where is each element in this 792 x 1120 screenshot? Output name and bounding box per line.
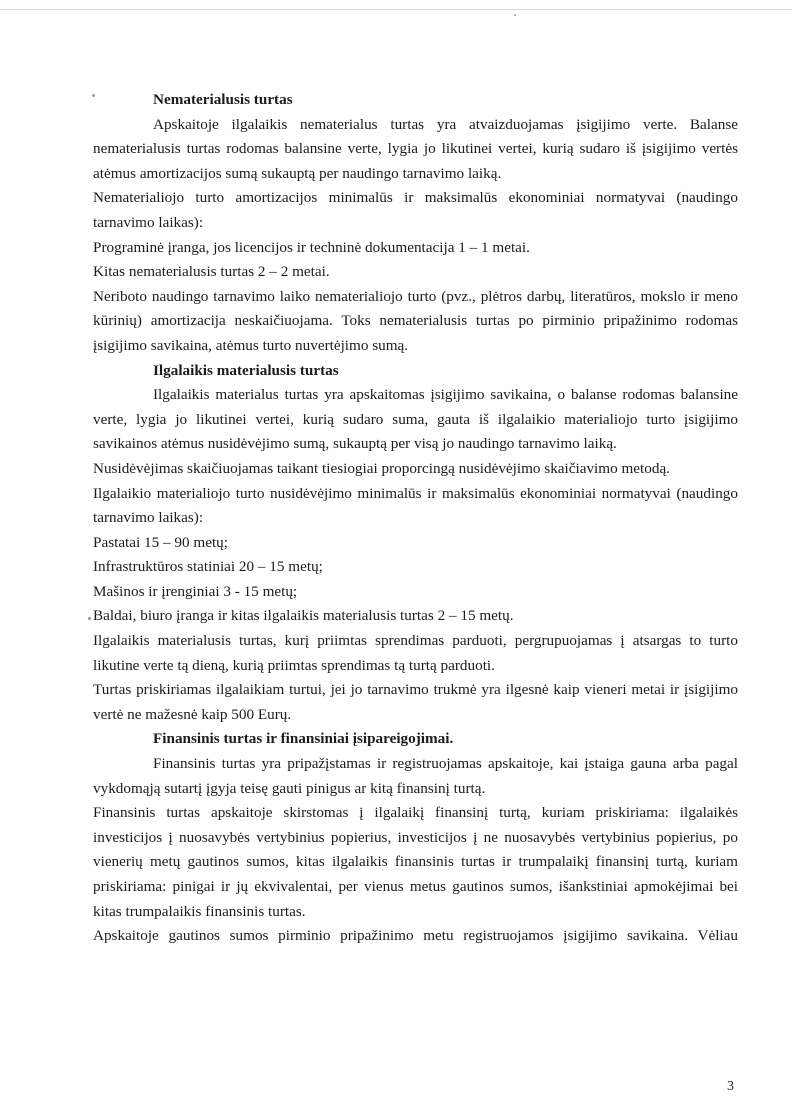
section-heading-intangible-assets: Nematerialusis turtas	[153, 91, 293, 108]
section-heading-tangible-assets: Ilgalaikis materialusis turtas	[153, 361, 339, 379]
paragraph: Ilgalaikis materialus turtas yra apskaitomas įsigijimo savikaina, o balanse rodomas balansine verte, lygia jo likutinei vertei, kurią sudaro suma, gauta iš ilgalaikio materialiojo turto įsigijimo savikainos atėmus nusidėvėjimo sumą, sukauptą per visą jo naudingo tarnavimo laiką.	[93, 386, 738, 453]
paragraph: Apskaitoje ilgalaikis nematerialus turtas yra atvaizduojamas įsigijimo verte. Balanse nematerialusis turtas rodomas balansine verte, lygia jo likutinei vertei, kurią sudaro iš įsigijimo vertės atėmus amortizacijos sumą sukauptą per naudingo tarnavimo laiką.	[93, 115, 738, 182]
paragraph: Baldai, biuro įranga ir kitas ilgalaikis materialusis turtas 2 – 15 metų.	[93, 607, 514, 625]
page-number: 3	[727, 1079, 734, 1094]
scan-speck	[514, 14, 516, 16]
scan-edge-line	[0, 9, 792, 10]
paragraph: Programinė įranga, jos licencijos ir techninė dokumentacija 1 – 1 metai.	[93, 238, 530, 256]
section-heading-financial-assets: Finansinis turtas ir finansiniai įsipareigojimai.	[153, 730, 454, 748]
paragraph: Infrastruktūros statiniai 20 – 15 metų;	[93, 558, 323, 576]
paragraph: Finansinis turtas apskaitoje skirstomas į ilgalaikį finansinį turtą, kuriam priskiriama: ilgalaikės investicijos į nuosavybės vertybinius popierius, investicijos į ne nuosavybės vertybinius popierius, po vienerių metų gautinos sumos, kitas ilgalaikis finansinis turtas ir trumpalaikį finansinį turtą, kuriam priskiriama: pinigai ir jų ekvivalentai, per vienus metus gautinos sumos, išankstiniai apmokėjimai bei kitas trumpalaikis finansinis turtas.	[93, 804, 738, 920]
paragraph: Ilgalaikis materialusis turtas, kurį priimtas sprendimas parduoti, pergrupuojamas į atsargas to turto likutine verte tą dieną, kurią priimtas sprendimas tą turtą parduoti.	[93, 632, 738, 674]
paragraph: Apskaitoje gautinos sumos pirminio pripažinimo metu registruojamos įsigijimo savikaina. Vėliau	[93, 927, 738, 945]
paragraph: Nusidėvėjimas skaičiuojamas taikant tiesiogiai proporcingą nusidėvėjimo skaičiavimo metodą.	[93, 459, 670, 477]
paragraph: Finansinis turtas yra pripažįstamas ir registruojamas apskaitoje, kai įstaiga gauna arba pagal vykdomąją sutartį įgyja teisę gauti pinigus ar kitą finansinį turtą.	[93, 755, 738, 797]
paragraph: Turtas priskiriamas ilgalaikiam turtui, jei jo tarnavimo trukmė yra ilgesnė kaip vieneri metai ir įsigijimo vertė ne mažesnė kaip 500 Eurų.	[93, 681, 738, 723]
paragraph: Mašinos ir įrenginiai 3 - 15 metų;	[93, 582, 298, 600]
paragraph: Kitas nematerialusis turtas 2 – 2 metai.	[93, 263, 330, 281]
paragraph: Neriboto naudingo tarnavimo laiko nematerialiojo turto (pvz., plėtros darbų, literatūros, mokslo ir meno kūrinių) amortizacija neskaičiuojama. Toks nematerialusis turtas po pirminio pripažinimo rodomas įsigijimo savikaina, atėmus turto nuvertėjimo sumą.	[93, 287, 738, 354]
paragraph: Nematerialiojo turto amortizacijos minimalūs ir maksimalūs ekonominiai normatyvai (naudingo tarnavimo laikas):	[93, 189, 738, 231]
paragraph: Pastatai 15 – 90 metų;	[93, 533, 228, 551]
paragraph: Ilgalaikio materialiojo turto nusidėvėjimo minimalūs ir maksimalūs ekonominiai normatyvai (naudingo tarnavimo laikas):	[93, 484, 738, 527]
document-body	[93, 88, 738, 949]
scan-speck	[88, 617, 91, 620]
